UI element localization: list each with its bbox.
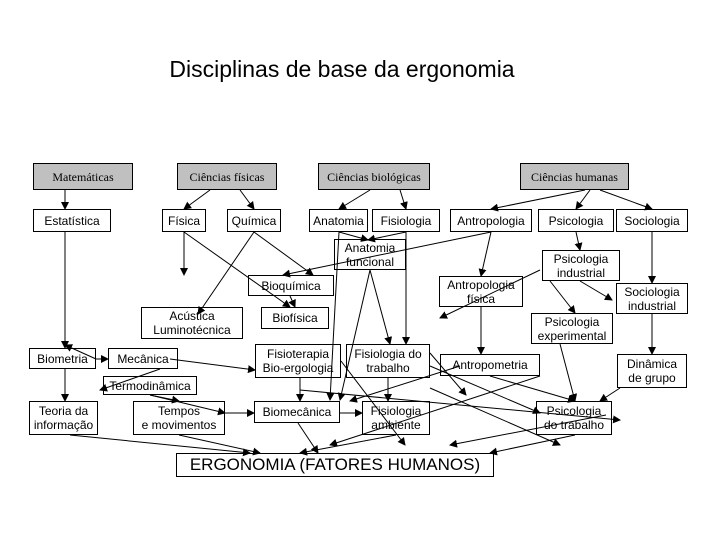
node-sociologia: Sociologia bbox=[616, 209, 688, 232]
connector-arrow bbox=[490, 435, 575, 453]
node-psicologia-experimental: Psicologia experimental bbox=[531, 313, 613, 344]
node-sociologia-industrial: Sociologia industrial bbox=[616, 283, 688, 314]
node-ergonomia: ERGONOMIA (FATORES HUMANOS) bbox=[176, 453, 494, 477]
connector-arrow bbox=[300, 435, 396, 453]
connector-arrow bbox=[70, 435, 250, 453]
connector-arrow bbox=[240, 190, 254, 209]
category-ciencias-fisicas: Ciências físicas bbox=[177, 163, 277, 190]
connector-arrow bbox=[170, 359, 255, 370]
connector-arrow bbox=[576, 232, 580, 250]
node-fisica: Física bbox=[162, 209, 206, 232]
node-anatomia-funcional: Anatomia funcional bbox=[334, 239, 406, 270]
connector-arrow bbox=[290, 296, 295, 307]
node-estatistica: Estatística bbox=[33, 209, 111, 232]
node-biometria: Biometria bbox=[29, 348, 96, 369]
node-biomecanica: Biomecânica bbox=[254, 401, 340, 423]
category-ciencias-biologicas: Ciências biológicas bbox=[318, 163, 430, 190]
connector-arrow bbox=[576, 190, 590, 209]
node-psicologia: Psicologia bbox=[538, 209, 614, 232]
node-quimica: Química bbox=[227, 209, 281, 232]
connector-arrow bbox=[560, 344, 575, 401]
node-fisiologia-trabalho: Fisiologia do trabalho bbox=[346, 344, 430, 378]
connector-arrow bbox=[491, 190, 585, 209]
connector-arrow bbox=[340, 270, 370, 400]
node-fisiologia: Fisiologia bbox=[372, 209, 440, 232]
connector-arrow bbox=[198, 232, 254, 314]
node-psicologia-trabalho: Psicologia do trabalho bbox=[536, 401, 612, 435]
connector-arrow bbox=[580, 281, 612, 300]
node-antropologia-fisica: Antropologia física bbox=[439, 276, 523, 307]
connector-arrow bbox=[481, 232, 491, 276]
node-teoria-informacao: Teoria da informação bbox=[29, 401, 98, 435]
node-bioquimica: Bioquímica bbox=[248, 275, 334, 296]
category-ciencias-humanas: Ciências humanas bbox=[520, 163, 629, 190]
node-mecanica: Mecânica bbox=[108, 348, 178, 369]
connector-arrow bbox=[550, 281, 575, 313]
node-biofisica: Biofísica bbox=[261, 307, 329, 329]
node-fisiologia-ambiente: Fisiologia ambiente bbox=[362, 401, 430, 435]
connector-arrow bbox=[370, 270, 390, 344]
connector-arrow bbox=[339, 190, 370, 209]
node-antropometria: Antropometria bbox=[440, 354, 540, 376]
connector-arrow bbox=[254, 232, 313, 275]
node-anatomia: Anatomia bbox=[309, 209, 368, 232]
node-psicologia-industrial: Psicologia industrial bbox=[542, 250, 620, 281]
category-matematicas: Matemáticas bbox=[33, 163, 133, 190]
connector-arrow bbox=[298, 423, 318, 453]
node-termodinamica: Termodinâmica bbox=[103, 376, 197, 395]
node-acustica-luminotecnica: Acústica Luminotécnica bbox=[141, 307, 243, 339]
connector-arrow bbox=[600, 190, 652, 209]
node-fisioterapia: Fisioterapia Bio-ergologia bbox=[255, 344, 341, 378]
node-antropologia: Antropologia bbox=[450, 209, 532, 232]
connector-arrow bbox=[184, 190, 210, 209]
connector-arrow bbox=[600, 388, 620, 401]
node-tempos-movimentos: Tempos e movimentos bbox=[133, 401, 225, 435]
node-dinamica-grupo: Dinâmica de grupo bbox=[617, 354, 687, 388]
connector-arrow bbox=[400, 190, 406, 209]
diagram-title: Disciplinas de base da ergonomia bbox=[169, 56, 515, 82]
